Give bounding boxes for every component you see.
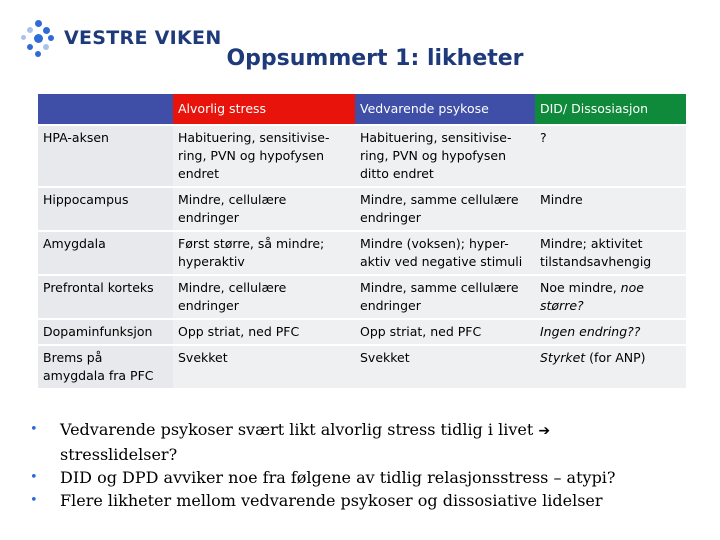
cell-vedvarende-psykose: Mindre (voksen); hyper-aktiv ved negative stimuli <box>355 232 535 274</box>
header-vedvarende-psykose: Vedvarende psykose <box>355 94 535 124</box>
table-row <box>38 276 686 318</box>
bullet-icon: • <box>30 422 38 437</box>
cell-alvorlig-stress: Opp striat, ned PFC <box>173 320 355 344</box>
cell-alvorlig-stress: Svekket <box>173 346 355 388</box>
cell-did: ? <box>535 126 686 186</box>
row-label: Brems på amygdala fra PFC <box>38 346 173 388</box>
cell-did: Mindre <box>535 188 686 230</box>
list-item <box>30 418 710 466</box>
table-row <box>38 188 686 230</box>
cell-did-part1: Noe mindre, <box>540 280 621 295</box>
row-label: Hippocampus <box>38 188 173 230</box>
list-item <box>30 466 710 489</box>
cell-vedvarende-psykose: Opp striat, ned PFC <box>355 320 535 344</box>
cell-did: Ingen endring?? <box>535 320 686 344</box>
cell-did-part2: noe større? <box>540 280 644 313</box>
cell-did-part1: Styrket <box>540 350 586 365</box>
list-item <box>30 489 710 512</box>
table-row <box>38 232 686 274</box>
row-label: Prefrontal korteks <box>38 276 173 318</box>
bullet-icon: • <box>30 493 38 508</box>
bullet-list <box>30 418 710 512</box>
table-row <box>38 346 686 388</box>
bullet-text: DID og DPD avviker noe fra følgene av tidlig relasjonsstress – atypi? <box>60 468 616 487</box>
bullet-text: Vedvarende psykoser svært likt alvorlig stress tidlig i livet <box>60 420 534 439</box>
cell-did-part2: (for ANP) <box>585 350 646 365</box>
header-did-dissosiasjon: DID/ Dissosiasjon <box>535 94 686 124</box>
cell-alvorlig-stress: Mindre, cellulære endringer <box>173 276 355 318</box>
cell-alvorlig-stress: Mindre, cellulære endringer <box>173 188 355 230</box>
cell-did: Mindre; aktivitet tilstandsavhengig <box>535 232 686 274</box>
slide-title: Oppsummert 1: likheter <box>226 46 524 71</box>
table-row <box>38 320 686 344</box>
bullet-icon: • <box>30 470 38 485</box>
row-label: HPA-aksen <box>38 126 173 186</box>
header-alvorlig-stress: Alvorlig stress <box>173 94 355 124</box>
arrow-right-icon: ➔ <box>538 423 551 439</box>
cell-alvorlig-stress: Først større, så mindre; hyperaktiv <box>173 232 355 274</box>
cell-vedvarende-psykose: Mindre, samme cellulære endringer <box>355 188 535 230</box>
row-label: Amygdala <box>38 232 173 274</box>
table-header-row <box>38 94 686 124</box>
bullet-text-continued: stresslidelser? <box>60 445 178 464</box>
table-row <box>38 126 686 186</box>
cell-did <box>535 346 686 388</box>
header-empty <box>38 94 173 124</box>
cell-vedvarende-psykose: Habituering, sensitivise-ring, PVN og hypofysen ditto endret <box>355 126 535 186</box>
comparison-table <box>38 92 686 390</box>
bullet-text: Flere likheter mellom vedvarende psykoser og dissosiative lidelser <box>60 491 603 510</box>
cell-alvorlig-stress: Habituering, sensitivise-ring, PVN og hypofysen endret <box>173 126 355 186</box>
cell-did <box>535 276 686 318</box>
cell-vedvarende-psykose: Svekket <box>355 346 535 388</box>
row-label: Dopaminfunksjon <box>38 320 173 344</box>
cell-vedvarende-psykose: Mindre, samme cellulære endringer <box>355 276 535 318</box>
logo-text: VESTRE VIKEN <box>64 27 222 49</box>
